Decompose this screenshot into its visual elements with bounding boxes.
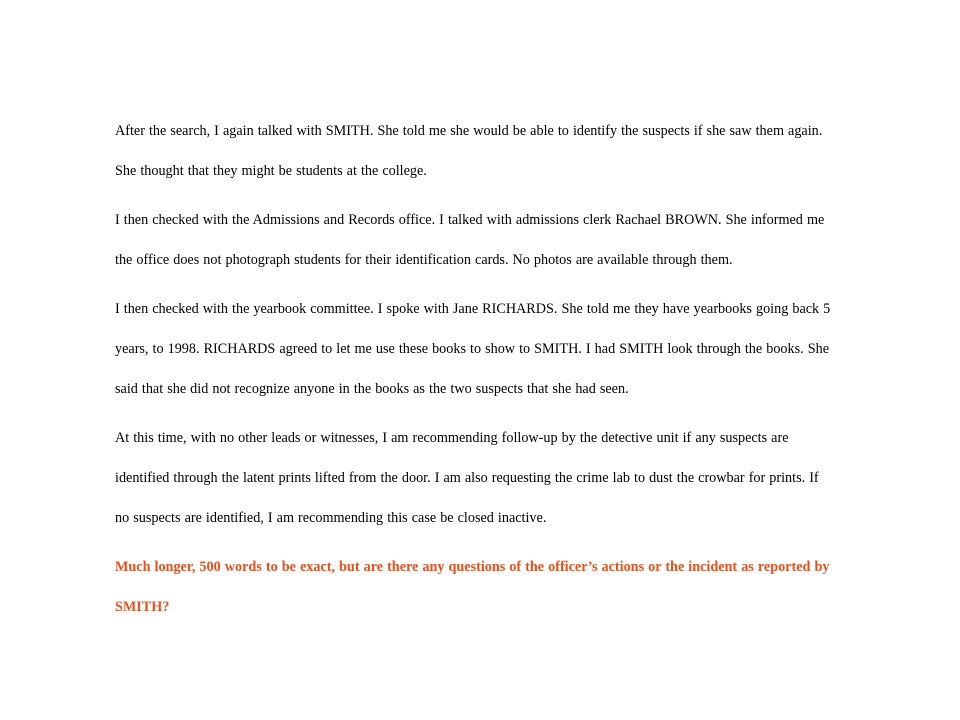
report-text <box>115 111 835 636</box>
paragraph-yearbook: I then checked with the yearbook committee. I spoke with Jane RICHARDS. She told me they have yearbooks going back 5 years, to 1998. RICHARDS agreed to let me use these books to show to SMITH. I had SMITH look through the books. She said that she did not recognize anyone in the books as the two suspects that she had seen. <box>115 301 831 397</box>
paragraph-recommendation: At this time, with no other leads or witnesses, I am recommending follow-up by the detective unit if any suspects are identified through the latent prints lifted from the door. I am also requesting the crime lab to dust the crowbar for prints. If no suspects are identified, I am recommending this case be closed inactive. <box>115 430 819 526</box>
presenter-note: Much longer, 500 words to be exact, but are there any questions of the officer’s actions or the incident as reported by SMITH? <box>115 559 830 615</box>
paragraph-admissions: I then checked with the Admissions and Records office. I talked with admissions clerk Rachael BROWN. She informed me the office does not photograph students for their identification cards. No photos are available through them. <box>115 212 825 268</box>
paragraph-search-followup: After the search, I again talked with SMITH. She told me she would be able to identify the suspects if she saw them again. She thought that they might be students at the college. <box>115 123 823 179</box>
